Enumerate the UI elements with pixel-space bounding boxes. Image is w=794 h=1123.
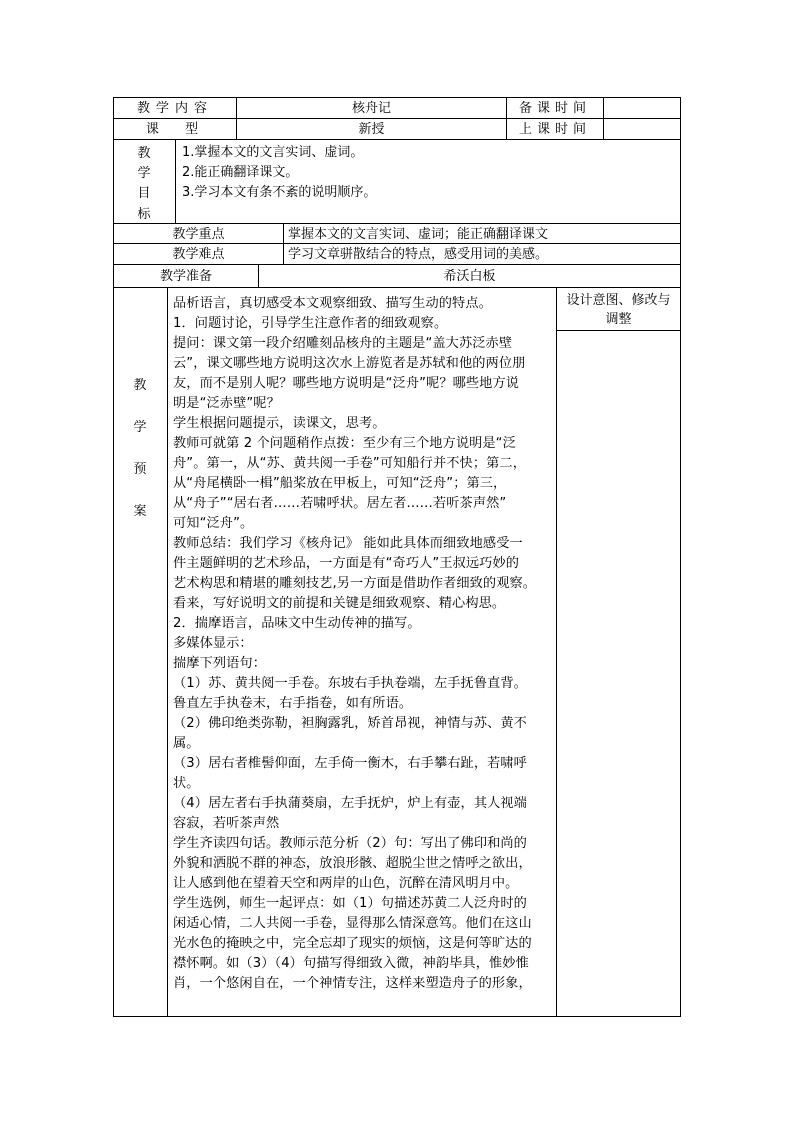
class-time-value-cell bbox=[603, 118, 681, 140]
plan-line: 云”，课文哪些地方说明这次水上游览者是苏轼和他的两位朋 bbox=[173, 356, 526, 371]
lesson-type: 新授 bbox=[358, 122, 385, 137]
plan-line: 状。 bbox=[173, 776, 200, 791]
difficulty-value-cell bbox=[283, 243, 681, 265]
plan-line: 学生选例，师生一起评点：如（1）句描述苏黄二人泛舟时的 bbox=[173, 896, 527, 911]
plan-line: 明是“泛赤壁”呢？ bbox=[173, 396, 280, 411]
plan-line: 让人感到他在望着天空和两岸的山色，沉醉在清风明月中。 bbox=[173, 876, 519, 891]
key-points-value: 掌握本文的文言实词、虚词；能正确翻译课文 bbox=[288, 227, 549, 242]
plan-line: 教师总结：我们学习《核舟记》 能如此具体而细致地感受一 bbox=[173, 536, 523, 551]
plan-line: 2．揣摩语言，品味文中生动传神的描写。 bbox=[173, 616, 421, 631]
objectives-char-2: 学 bbox=[137, 166, 151, 181]
plan-char-4: 案 bbox=[133, 504, 147, 519]
plan-line: 学生根据问题提示，读课文，思考。 bbox=[173, 416, 386, 431]
difficulty-label: 教学难点 bbox=[172, 247, 225, 262]
preparation-label-cell bbox=[113, 264, 259, 288]
plan-line: 1．问题讨论，引导学生注意作者的细致观察。 bbox=[173, 316, 448, 331]
plan-line: 看来，写好说明文的前提和关键是细致观察、精心构思。 bbox=[173, 596, 506, 611]
design-intent-header-cell bbox=[556, 287, 681, 331]
lesson-title: 核舟记 bbox=[351, 101, 391, 116]
preparation-value-cell bbox=[258, 264, 681, 288]
objective-item: 1.掌握本文的文言实词、虚词。 bbox=[182, 145, 364, 160]
content-label-cell bbox=[113, 97, 237, 119]
plan-line: （3）居右者椎髻仰面，左手倚一衡木，右手攀右趾，若啸呼 bbox=[173, 756, 527, 771]
title-cell bbox=[236, 97, 507, 119]
objectives-char-4: 标 bbox=[137, 207, 151, 222]
plan-line: 友，而不是别人呢？哪些地方说明是“泛舟”呢？哪些地方说 bbox=[173, 376, 520, 391]
plan-line: （1）苏、黄共阅一手卷。东坡右手执卷端，左手抚鲁直背。 bbox=[173, 676, 527, 691]
plan-line: 属。 bbox=[173, 736, 200, 751]
objective-item: 2.能正确翻译课文。 bbox=[182, 165, 299, 180]
preparation-value: 希沃白板 bbox=[443, 269, 496, 284]
plan-line: 揣摩下列语句： bbox=[173, 656, 267, 671]
plan-line: （2）佛印绝类弥勒，袒胸露乳，矫首昂视，神情与苏、黄不 bbox=[173, 716, 527, 731]
objectives-content-cell bbox=[175, 139, 681, 224]
plan-line: 从“舟子”“居右者……若啸呼状。居左者……若听茶声然” bbox=[173, 496, 507, 511]
objectives-char-3: 目 bbox=[137, 186, 151, 201]
prep-time-label-cell bbox=[506, 97, 604, 119]
plan-char-3: 预 bbox=[133, 462, 147, 477]
type-cell bbox=[236, 118, 507, 140]
plan-line: 舟”。第一，从“苏、黄共阅一手卷”可知船行并不快；第二， bbox=[173, 456, 526, 471]
plan-line: （4）居左者右手执蒲葵扇，左手抚炉，炉上有壶，其人视端 bbox=[173, 796, 527, 811]
plan-line: 学生齐读四句话。教师示范分析（2）句：写出了佛印和尚的 bbox=[173, 836, 527, 851]
class-time-label: 上课时间 bbox=[518, 122, 591, 137]
design-intent-header-line2: 调整 bbox=[605, 312, 632, 327]
class-time-label-cell bbox=[506, 118, 604, 140]
plan-line: 艺术构思和精堪的雕刻技艺,另一方面是借助作者细致的观察。 bbox=[173, 576, 537, 591]
type-label-cell bbox=[113, 118, 237, 140]
plan-char-1: 教 bbox=[133, 378, 147, 393]
plan-line: 品析语言，真切感受本文观察细致、描写生动的特点。 bbox=[173, 296, 492, 311]
plan-line: 闲适心情，二人共阅一手卷，显得那么情深意笃。他们在这山 bbox=[173, 916, 532, 931]
content-label: 教学内容 bbox=[136, 101, 213, 116]
type-label: 课 型 bbox=[145, 122, 205, 137]
difficulty-label-cell bbox=[113, 243, 284, 265]
plan-line: 襟怀啊。如（3）（4）句描写得细致入微，神韵毕具，惟妙惟 bbox=[173, 956, 529, 971]
design-intent-header-line1: 设计意图、修改与 bbox=[566, 293, 671, 308]
key-points-label-cell bbox=[113, 223, 284, 244]
prep-time-value-cell bbox=[603, 97, 681, 119]
prep-time-label: 备课时间 bbox=[518, 101, 591, 116]
objectives-char-1: 教 bbox=[137, 146, 151, 161]
design-intent-content-cell bbox=[556, 330, 681, 1017]
plan-line: 肖，一个悠闲自在，一个神情专注，这样来塑造舟子的形象， bbox=[173, 976, 532, 991]
plan-line: 教师可就第 2 个问题稍作点拨：至少有三个地方说明是“泛 bbox=[173, 436, 516, 451]
key-points-value-cell bbox=[283, 223, 681, 244]
objective-item: 3.学习本文有条不紊的说明顺序。 bbox=[182, 185, 377, 200]
plan-line: 容寂，若听茶声然 bbox=[173, 816, 280, 831]
key-points-label: 教学重点 bbox=[172, 227, 225, 242]
difficulty-value: 学习文章骈散结合的特点，感受用词的美感。 bbox=[288, 247, 549, 262]
plan-line: 件主题鲜明的艺术珍品，一方面是有“奇巧人”王叔远巧妙的 bbox=[173, 556, 520, 571]
plan-content-cell bbox=[167, 287, 557, 1017]
plan-line: 光水色的掩映之中，完全忘却了现实的烦恼，这是何等旷达的 bbox=[173, 936, 532, 951]
plan-line: 提问：课文第一段介绍雕刻品核舟的主题是“盖大苏泛赤壁 bbox=[173, 336, 513, 351]
plan-char-2: 学 bbox=[133, 420, 147, 435]
plan-line: 可知“泛舟”。 bbox=[173, 516, 254, 531]
plan-line: 从“舟尾横卧一楫”船桨放在甲板上，可知“泛舟”；第三， bbox=[173, 476, 507, 491]
objectives-label-cell bbox=[113, 139, 176, 224]
plan-line: 多媒体显示： bbox=[173, 636, 253, 651]
preparation-label: 教学准备 bbox=[159, 269, 212, 284]
plan-line: 外貌和洒脱不群的神态，放浪形骸、超脱尘世之情呼之欲出， bbox=[173, 856, 532, 871]
plan-label-cell bbox=[113, 287, 168, 1017]
plan-line: 鲁直左手执卷末，右手指卷，如有所语。 bbox=[173, 696, 413, 711]
